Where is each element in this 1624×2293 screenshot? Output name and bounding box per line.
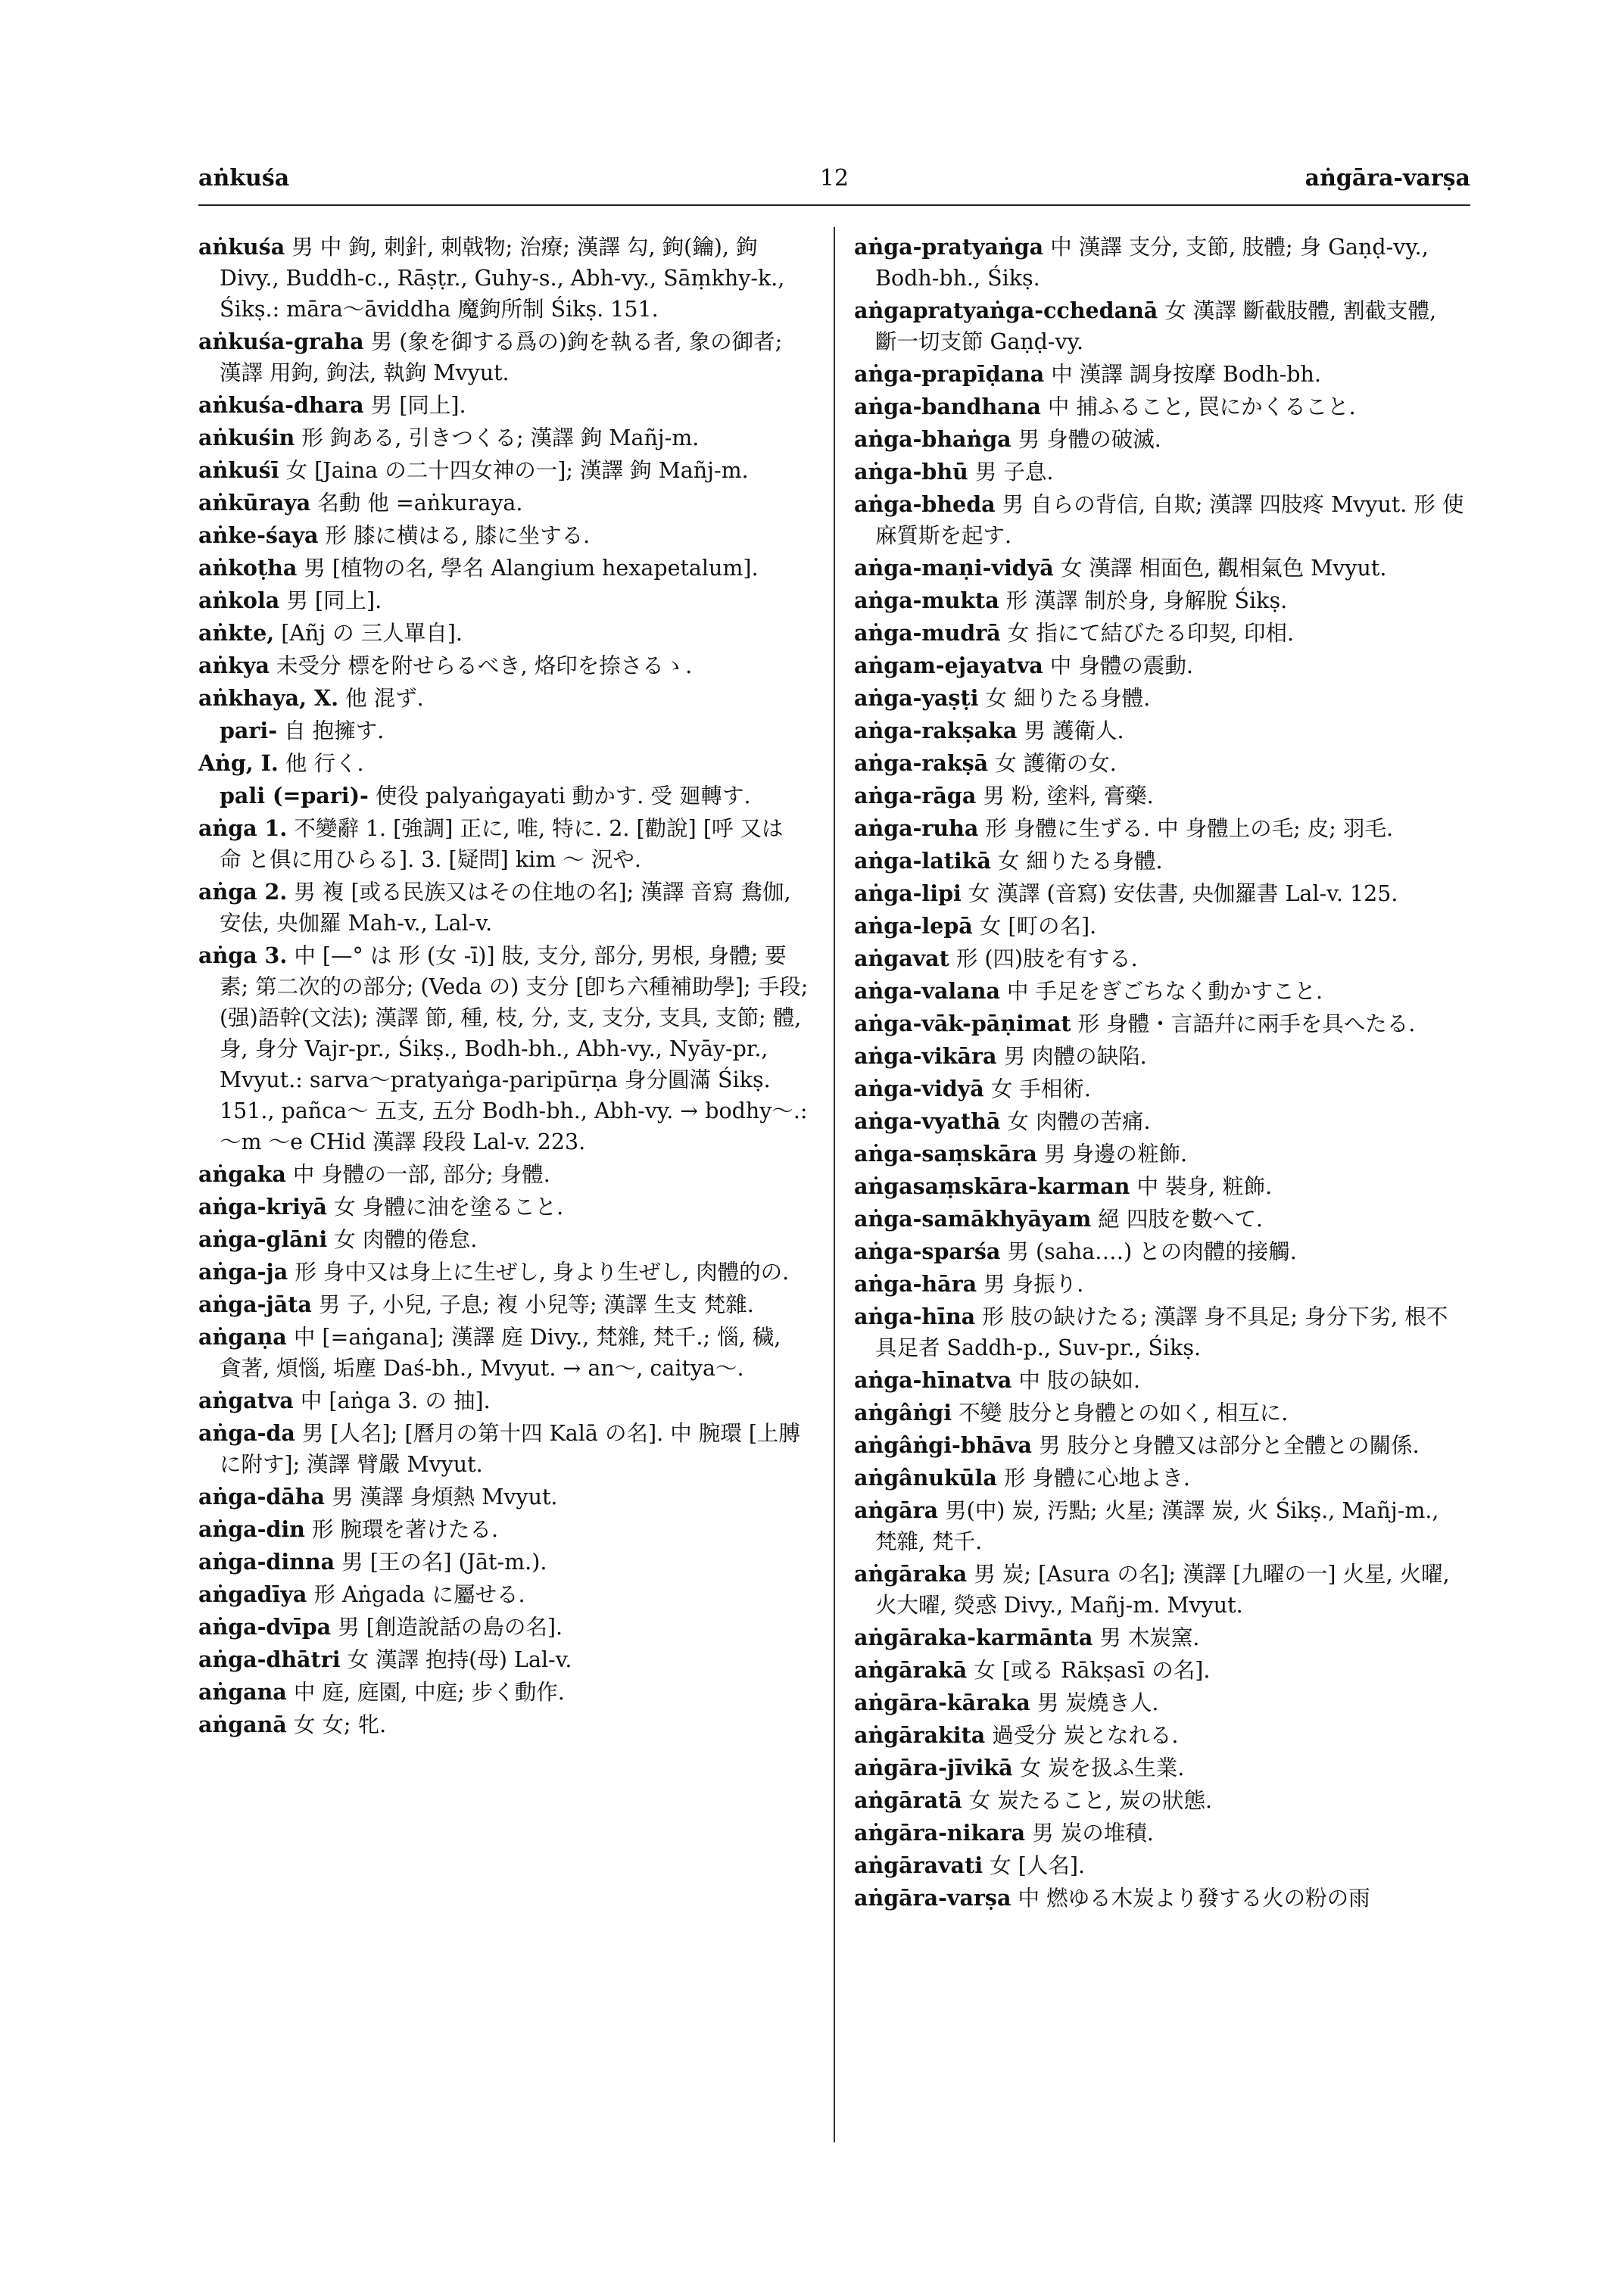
entry-headword: aṅkhaya, X. <box>198 685 339 711</box>
entry-definition: 形 腕環を著けたる. <box>311 1517 499 1542</box>
entry-headword: aṅga-rāga <box>854 783 977 808</box>
dictionary-entry <box>854 813 1464 844</box>
entry-headword: aṅkūraya <box>198 490 311 516</box>
entry-definition: 女 護衛の女. <box>995 751 1117 776</box>
dictionary-entry <box>854 1752 1464 1784</box>
entry-definition: 形 身體・言語幷に兩手を具へたる. <box>1077 1011 1416 1036</box>
entry-definition: 絕 四肢を數へて. <box>1098 1207 1263 1232</box>
entry-headword: aṅga-hīna <box>854 1304 976 1329</box>
dictionary-entry <box>198 1481 809 1513</box>
entry-headword: aṅga-vyathā <box>854 1108 1001 1134</box>
dictionary-entry <box>198 553 809 584</box>
dictionary-entry <box>854 1301 1464 1363</box>
entry-headword: pali (=pari)- <box>220 783 369 808</box>
entry-definition: 男 (象を御する爲の)鉤を執る者, 象の御者; 漢譯 用鉤, 鉤法, 執鉤 Mvyut. <box>220 329 783 385</box>
entry-definition: 男 [創造說話の島の名]. <box>338 1615 563 1640</box>
entry-headword: aṅgatva <box>198 1388 294 1413</box>
entry-definition: 過受分 炭となれる. <box>992 1723 1179 1748</box>
dictionary-entry <box>854 618 1464 649</box>
dictionary-entry <box>854 424 1464 455</box>
entry-definition: 女 漢譯 斷截肢體, 割截支體, 斷一切支節 Gaṇḍ-vy. <box>875 298 1437 354</box>
dictionary-entry <box>198 422 809 453</box>
dictionary-entry <box>198 1224 809 1255</box>
dictionary-entry <box>198 520 809 551</box>
entry-headword: aṅga-hīnatva <box>854 1367 1012 1393</box>
dictionary-entry <box>854 1785 1464 1816</box>
entry-definition: 使役 palyaṅgayati 動かす. 受 廻轉す. <box>375 784 751 808</box>
entry-headword: aṅga-valana <box>854 978 1000 1004</box>
entry-headword: aṅga-dāha <box>198 1484 325 1509</box>
entry-definition: 女 炭たること, 炭の狀態. <box>968 1788 1213 1813</box>
entry-headword: aṅga 3. <box>198 942 288 968</box>
entry-headword: aṅga 1. <box>198 815 288 841</box>
dictionary-entry <box>854 1463 1464 1494</box>
entry-headword: aṅkuśin <box>198 425 295 450</box>
entry-headword: pari- <box>220 718 278 743</box>
dictionary-entry <box>854 1171 1464 1202</box>
entry-definition: 中 肢の缺如. <box>1018 1368 1141 1393</box>
entry-definition: 形 膝に横はる, 膝に坐する. <box>325 523 591 548</box>
entry-headword: aṅgārakita <box>854 1722 986 1748</box>
dictionary-entry <box>854 1495 1464 1557</box>
entry-definition: 男 身振り. <box>983 1272 1084 1297</box>
entry-headword: aṅga-din <box>198 1516 305 1542</box>
dictionary-entry <box>198 1289 809 1320</box>
dictionary-entry <box>198 1418 809 1480</box>
entry-definition: 他 混ず. <box>345 686 424 711</box>
dictionary-entry <box>198 1514 809 1545</box>
entry-definition: 女 指にて結びたる印契, 印相. <box>1007 621 1295 646</box>
entry-definition: 女 [町の名]. <box>979 914 1097 939</box>
left-column <box>198 232 809 1742</box>
header-rule <box>198 204 1470 206</box>
entry-headword: aṅga-ja <box>198 1259 288 1285</box>
entry-headword: aṅkuśa-dhara <box>198 392 364 418</box>
entry-definition: 中 庭, 庭園, 中庭; 步く動作. <box>293 1680 565 1705</box>
dictionary-entry <box>854 1720 1464 1751</box>
entry-headword: aṅkola <box>198 587 280 613</box>
entry-headword: aṅgāra <box>854 1497 939 1523</box>
dictionary-entry <box>854 1883 1464 1914</box>
entry-definition: 中 身體の一部, 部分; 身體. <box>292 1162 550 1187</box>
entry-headword: aṅga-kriyā <box>198 1194 328 1220</box>
entry-definition: 男 [人名]; [曆月の第十四 Kalā の名]. 中 腕環 [上膊に附す]; 漢譯 臂嚴 Mvyut. <box>220 1421 800 1477</box>
entry-headword: aṅgāraka-karmānta <box>854 1625 1093 1650</box>
entry-definition: 形 Aṅgada に屬せる. <box>313 1582 525 1607</box>
dictionary-entry <box>854 1655 1464 1686</box>
entry-definition: 中 手足をぎごちなく動かすこと. <box>1006 979 1323 1004</box>
dictionary-entry <box>854 1106 1464 1137</box>
dictionary-entry <box>198 1644 809 1675</box>
entry-definition: 中 漢譯 調身按摩 Bodh-bh. <box>1051 362 1321 387</box>
entry-definition: 女 手相術. <box>990 1076 1091 1101</box>
entry-definition: 中 裝身, 粧飾. <box>1136 1174 1273 1199</box>
dictionary-entry <box>854 489 1464 551</box>
entry-definition: 女 [人名]. <box>990 1853 1086 1878</box>
dictionary-entry <box>854 878 1464 909</box>
entry-definition: 中 漢譯 支分, 支節, 肢體; 身 Gaṇḍ-vy., Bodh-bh., Śikṣ. <box>875 235 1429 291</box>
entry-headword: aṅgasaṃskāra-karman <box>854 1173 1130 1199</box>
right-column <box>854 232 1464 1915</box>
entry-definition: 男 肢分と身體又は部分と全體との關係. <box>1039 1433 1420 1458</box>
entry-definition: 男 炭; [Asura の名]; 漢譯 [九曜の一] 火星, 火曜, 火大曜, 熒惑 Divy., Mañj-m. Mvyut. <box>875 1562 1450 1618</box>
dictionary-entry <box>854 1236 1464 1267</box>
entry-definition: 男(中) 炭, 汚點; 火星; 漢譯 炭, 火 Śikṣ., Mañj-m., 梵雜, 梵千. <box>875 1498 1439 1554</box>
entry-headword: aṅkoṭha <box>198 555 298 581</box>
entry-headword: aṅga-lipi <box>854 880 962 906</box>
entry-definition: 男 [同上]. <box>370 393 466 418</box>
entry-definition: 女 細りたる身體. <box>997 849 1163 874</box>
dictionary-entry <box>854 683 1464 714</box>
entry-headword: aṅgāratā <box>854 1787 962 1813</box>
entry-headword: aṅga-hāra <box>854 1271 977 1297</box>
entry-definition: [Añj の 三人單自]. <box>281 621 463 646</box>
entry-definition: 形 身體に心地よき. <box>1003 1466 1190 1491</box>
page-number: 12 <box>819 165 849 192</box>
entry-definition: 中 [=aṅgana]; 漢譯 庭 Divy., 梵雜, 梵千.; 惱, 穢, 貪著, 煩惱, 垢塵 Daś-bh., Mvyut. → an〜, caitya〜. <box>220 1325 781 1381</box>
column-divider <box>834 227 835 2142</box>
entry-headword: aṅga-vāk-pāṇimat <box>854 1011 1071 1036</box>
entry-definition: 男 [植物の名, 學名 Alangium hexapetalum]. <box>304 556 759 581</box>
entry-definition: 自 抱擁す. <box>284 718 385 743</box>
header-right-guide-word: aṅgāra-varṣa <box>1304 165 1470 192</box>
dictionary-entry <box>854 1430 1464 1461</box>
entry-definition: 中 [aṅga 3. の 抽]. <box>300 1388 491 1413</box>
entry-headword: aṅga-jāta <box>198 1291 312 1317</box>
entry-headword: aṅke-śaya <box>198 522 319 548</box>
entry-headword: aṅgaka <box>198 1161 286 1187</box>
entry-definition: 女 [或る Rākṣasī の名]. <box>974 1658 1211 1683</box>
entry-headword: aṅgāra-nikara <box>854 1820 1026 1846</box>
dictionary-entry <box>198 683 809 714</box>
entry-headword: aṅgânukūla <box>854 1465 997 1491</box>
entry-headword: aṅkte, <box>198 620 275 646</box>
entry-headword: aṅga-vikāra <box>854 1043 997 1069</box>
entry-definition: 男 護衛人. <box>1024 718 1124 743</box>
dictionary-entry <box>854 1008 1464 1039</box>
page-header <box>198 165 1470 200</box>
entry-definition: 男 身邊の粧飾. <box>1043 1142 1188 1167</box>
entry-definition: 男 炭燒き人. <box>1036 1690 1159 1715</box>
dictionary-entry <box>854 553 1464 584</box>
entry-headword: aṅga-lepā <box>854 913 973 939</box>
entry-headword: aṅkuśa <box>198 234 285 260</box>
dictionary-entry <box>198 326 809 388</box>
entry-definition: 不變 肢分と身體との如く, 相互に. <box>959 1400 1289 1425</box>
dictionary-entry <box>854 391 1464 422</box>
dictionary-entry <box>198 877 809 939</box>
dictionary-entry <box>198 650 809 681</box>
entry-definition: 男 (saha‥‥) との肉體的接觸. <box>1007 1239 1297 1264</box>
entry-headword: aṅga-sparśa <box>854 1238 1001 1264</box>
dictionary-entry <box>854 748 1464 779</box>
entry-definition: 女 漢譯 (音寫) 安佉書, 央伽羅書 Lal-v. 125. <box>968 881 1398 906</box>
dictionary-entry <box>854 585 1464 616</box>
entry-definition: 男 炭の堆積. <box>1032 1821 1154 1846</box>
dictionary-entry <box>198 585 809 616</box>
dictionary-entry <box>854 1041 1464 1072</box>
dictionary-entry <box>854 1559 1464 1621</box>
dictionary-entry <box>854 943 1464 974</box>
entry-headword: aṅga-saṃskāra <box>854 1141 1037 1167</box>
dictionary-entry <box>198 1159 809 1190</box>
entry-definition: 形 鉤ある, 引きつくる; 漢譯 鉤 Mañj-m. <box>301 425 700 450</box>
entry-headword: aṅga-bheda <box>854 491 996 517</box>
entry-definition: 女 細りたる身體. <box>985 686 1151 711</box>
entry-headword: aṅga-mudrā <box>854 620 1001 646</box>
dictionary-entry <box>198 1612 809 1643</box>
entry-headword: aṅga-latikā <box>854 848 991 874</box>
dictionary-entry <box>198 780 809 812</box>
dictionary-entry <box>198 455 809 486</box>
dictionary-entry <box>854 976 1464 1007</box>
entry-headword: aṅga-rakṣā <box>854 750 989 776</box>
entry-definition: 女 漢譯 相面色, 觀相氣色 Mvyut. <box>1060 556 1387 581</box>
entry-definition: 女 漢譯 抱持(母) Lal-v. <box>347 1647 572 1672</box>
entry-definition: 女 女; 牝. <box>293 1712 387 1737</box>
entry-definition: 男 肉體の缺陷. <box>1003 1044 1147 1069</box>
entry-headword: aṅga-dhātri <box>198 1647 341 1672</box>
entry-definition: 男 [同上]. <box>286 588 382 613</box>
entry-definition: 形 肢の缺けたる; 漢譯 身不具足; 身分下劣, 根不具足者 Saddh-p., Suv-pr., Śikṣ. <box>875 1304 1448 1360</box>
dictionary-entry <box>198 618 809 649</box>
dictionary-entry <box>198 1709 809 1740</box>
entry-definition: 名動 他 =aṅkuraya. <box>317 491 523 516</box>
entry-definition: 男 [王の名] (Jāt-m.). <box>341 1550 547 1575</box>
dictionary-entry <box>854 1397 1464 1428</box>
entry-headword: aṅgâṅgi-bhāva <box>854 1432 1033 1458</box>
entry-headword: aṅga-prapīḍana <box>854 361 1045 387</box>
entry-definition: 男 自らの背信, 自欺; 漢譯 四肢疼 Mvyut. 形 使麻質斯を起す. <box>875 492 1464 548</box>
dictionary-entry <box>854 911 1464 942</box>
dictionary-entry <box>854 1365 1464 1396</box>
entry-definition: 男 漢譯 身煩熱 Mvyut. <box>332 1485 558 1509</box>
entry-headword: aṅga-bhū <box>854 459 968 484</box>
entry-headword: aṅgāra-kāraka <box>854 1690 1030 1715</box>
entry-definition: 男 子, 小兒, 子息; 複 小兒等; 漢譯 生支 梵雜. <box>318 1292 754 1317</box>
entry-definition: 女 炭を扱ふ生業. <box>1019 1756 1185 1781</box>
entry-headword: aṅga 2. <box>198 879 288 905</box>
dictionary-entry <box>198 232 809 325</box>
entry-definition: 男 粉, 塗料, 膏藥. <box>983 784 1154 808</box>
dictionary-entry <box>854 232 1464 294</box>
entry-headword: aṅgārakā <box>854 1657 968 1683</box>
entry-headword: aṅgadīya <box>198 1581 307 1607</box>
entry-definition: 中 身體の震動. <box>1049 653 1193 678</box>
dictionary-entry <box>198 940 809 1157</box>
dictionary-entry <box>854 650 1464 681</box>
dictionary-entry <box>854 359 1464 390</box>
dictionary-entry <box>854 1818 1464 1849</box>
dictionary-entry <box>854 456 1464 488</box>
entry-definition: 男 複 [或る民族又はその住地の名]; 漢譯 音寫 鴦伽, 安佉, 央伽羅 Mah-v., Lal-v. <box>220 880 791 936</box>
entry-headword: aṅganā <box>198 1712 287 1737</box>
entry-definition: 未受分 標を附せらるべき, 烙印を捺さるゝ. <box>276 653 693 678</box>
entry-definition: 男 木炭窯. <box>1099 1625 1200 1650</box>
entry-headword: aṅgana <box>198 1679 287 1705</box>
dictionary-entry <box>854 715 1464 746</box>
dictionary-entry <box>198 488 809 519</box>
dictionary-entry <box>854 1073 1464 1104</box>
entry-headword: aṅga-ruha <box>854 815 979 841</box>
dictionary-entry <box>198 1579 809 1610</box>
entry-definition: 女 身體に油を塗ること. <box>334 1195 564 1220</box>
dictionary-entry <box>854 1139 1464 1170</box>
entry-definition: 中 燃ゆる木炭より發する火の粉の雨 <box>1018 1886 1370 1911</box>
entry-definition: 男 子息. <box>974 460 1054 484</box>
entry-headword: aṅga-bhaṅga <box>854 426 1011 452</box>
entry-definition: 中 捕ふること, 罠にかくること. <box>1047 394 1356 419</box>
entry-headword: aṅgapratyaṅga-cchedanā <box>854 298 1158 323</box>
entry-headword: aṅgāravati <box>854 1852 983 1878</box>
entry-headword: aṅga-maṇi-vidyā <box>854 555 1054 581</box>
entry-headword: aṅkuśa-graha <box>198 329 364 354</box>
entry-headword: aṅga-vidyā <box>854 1076 984 1101</box>
entry-headword: aṅga-glāni <box>198 1226 328 1252</box>
entry-headword: aṅkuśī <box>198 457 279 483</box>
entry-definition: 形 身體に生ずる. 中 身體上の毛; 皮; 羽毛. <box>985 816 1394 841</box>
entry-definition: 形 (四)肢を有する. <box>955 946 1138 971</box>
dictionary-entry <box>854 780 1464 812</box>
entry-definition: 女 肉體的倦怠. <box>334 1227 478 1252</box>
dictionary-entry <box>198 1547 809 1578</box>
dictionary-entry <box>198 715 809 746</box>
dictionary-entry <box>198 1677 809 1708</box>
entry-headword: aṅkya <box>198 653 270 678</box>
entry-definition: 女 [Jaina の二十四女神の一]; 漢譯 鉤 Mañj-m. <box>285 458 749 483</box>
dictionary-entry <box>198 1385 809 1416</box>
entry-headword: aṅgaṇa <box>198 1324 287 1350</box>
entry-definition: 中 [—° は 形 (女 -ī)] 肢, 支分, 部分, 男根, 身體; 要素; 第二次的の部分; (Veda の) 支分 [卽ち六種補助學]; 手段; (强)語幹(文法); 漢譯 節, 種, 枝, 分, 支, 支分, 支具, 支節; 體, 身, 身分 Vajr-pr., Śikṣ., Bodh-bh., Abh-vy., Nyāy-pr., Mvyut.: sarva〜pratyaṅga-paripūrṇa 身分圓滿 Śikṣ. 151., pañca〜 五支, 五分 Bodh-bh., Abh-vy. → bodhy〜.: 〜m 〜e CHid 漢譯 段段 Lal-v. 223. <box>220 943 809 1154</box>
dictionary-entry <box>854 1850 1464 1881</box>
dictionary-entry <box>854 295 1464 357</box>
entry-headword: Aṅg, I. <box>198 750 279 776</box>
dictionary-entry <box>854 1204 1464 1235</box>
entry-headword: aṅga-pratyaṅga <box>854 234 1044 260</box>
entry-headword: aṅga-mukta <box>854 587 999 613</box>
entry-headword: aṅga-bandhana <box>854 394 1041 419</box>
dictionary-entry <box>198 1192 809 1223</box>
entry-headword: aṅgāraka <box>854 1561 968 1587</box>
dictionary-entry <box>198 1322 809 1384</box>
entry-definition: 男 中 鉤, 刺針, 刺戟物; 治療; 漢譯 勾, 鉤(鑰), 鉤 Divy., Buddh-c., Rāṣṭr., Guhy-s., Abh-vy., Sāṃkhy-k., Śikṣ.: māra〜āviddha 魔鉤所制 Śikṣ. 151. <box>220 235 785 322</box>
entry-definition: 男 身體の破滅. <box>1018 427 1161 452</box>
header-left-guide-word: aṅkuśa <box>198 165 290 192</box>
entry-definition: 不變辭 1. [強調] 正に, 唯, 特に. 2. [勸說] [呼 又は 命 と俱に用ひらる]. 3. [疑問] kim 〜 況や. <box>220 816 784 872</box>
entry-headword: aṅgam-ejayatva <box>854 653 1043 678</box>
dictionary-entry <box>854 1687 1464 1718</box>
entry-headword: aṅgâṅgi <box>854 1400 952 1425</box>
dictionary-entry <box>854 1622 1464 1653</box>
entry-headword: aṅgavat <box>854 946 949 971</box>
dictionary-entry <box>854 846 1464 877</box>
entry-definition: 形 漢譯 制於身, 身解脫 Śikṣ. <box>1005 588 1288 613</box>
entry-definition: 他 行く. <box>285 751 364 776</box>
dictionary-entry <box>198 1257 809 1288</box>
entry-definition: 形 身中又は身上に生ぜし, 身より生ぜし, 肉體的の. <box>295 1260 790 1285</box>
entry-headword: aṅga-yaṣṭi <box>854 685 979 711</box>
dictionary-entry <box>854 1269 1464 1300</box>
entry-headword: aṅgāra-jīvikā <box>854 1755 1013 1781</box>
entry-headword: aṅga-rakṣaka <box>854 718 1018 743</box>
entry-headword: aṅga-dvīpa <box>198 1614 332 1640</box>
entry-definition: 女 肉體の苦痛. <box>1007 1109 1151 1134</box>
dictionary-entry <box>198 748 809 779</box>
entry-headword: aṅga-da <box>198 1420 295 1446</box>
entry-headword: aṅga-samākhyāyam <box>854 1206 1092 1232</box>
dictionary-entry <box>198 813 809 875</box>
entry-headword: aṅgāra-varṣa <box>854 1885 1011 1911</box>
dictionary-entry <box>198 390 809 421</box>
entry-headword: aṅga-dinna <box>198 1549 335 1575</box>
